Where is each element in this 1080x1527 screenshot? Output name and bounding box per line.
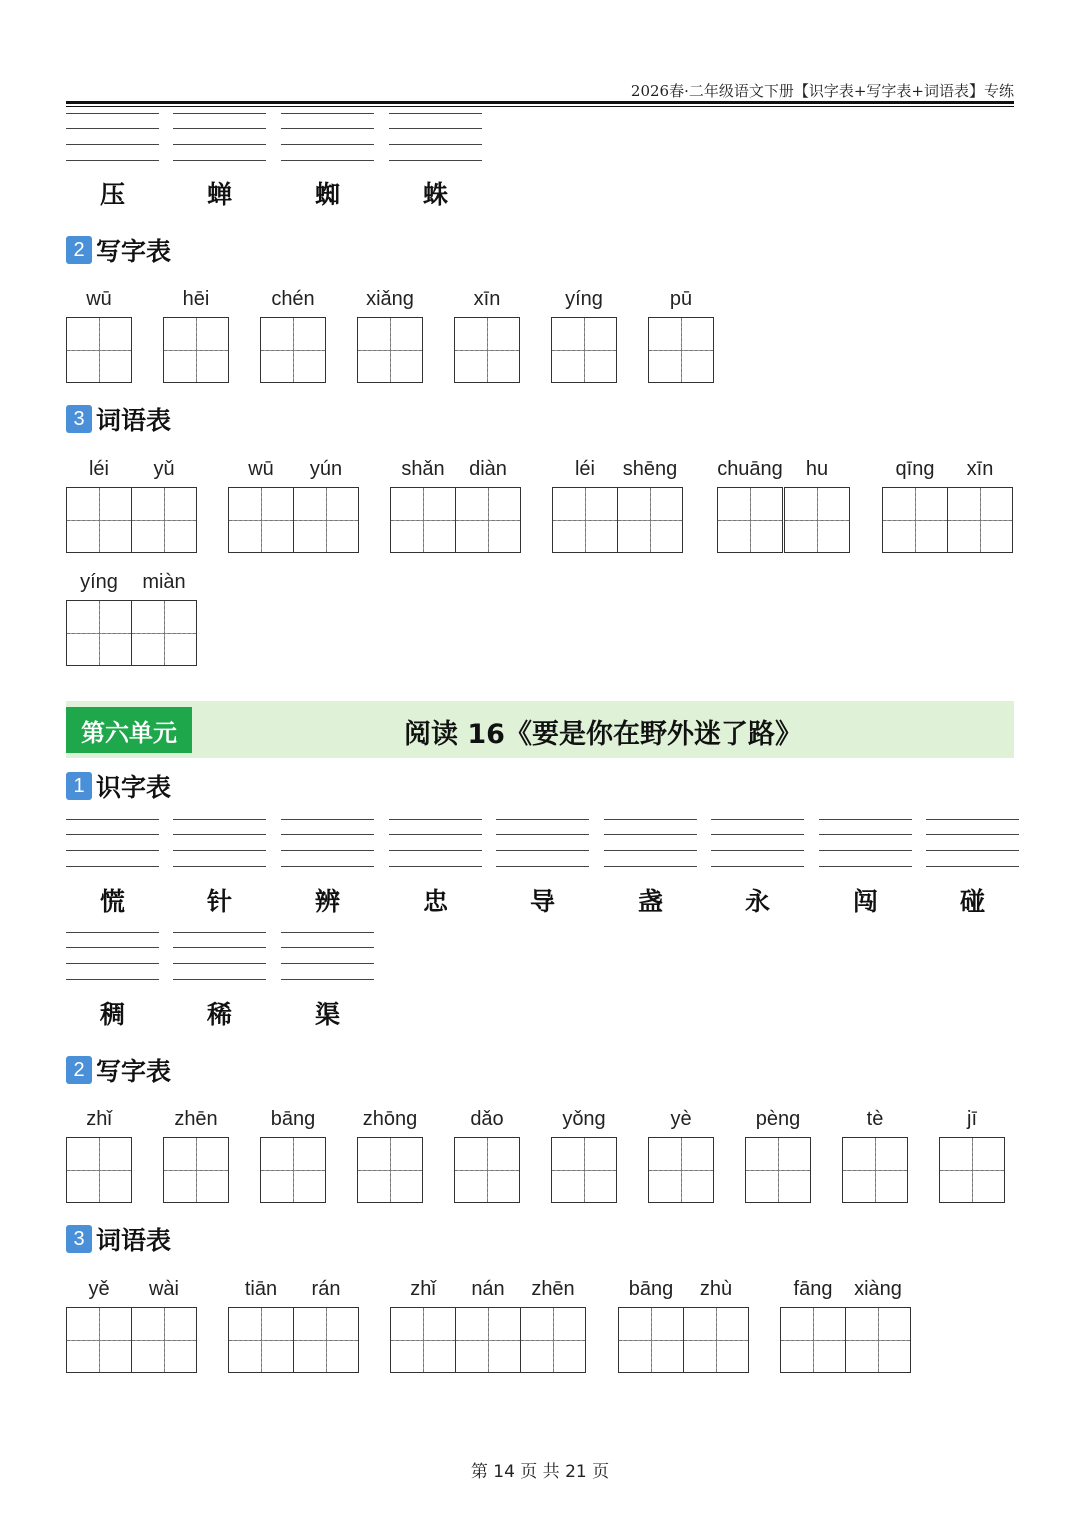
writing-grid-cell[interactable] xyxy=(228,487,294,553)
section-title-xiezi xyxy=(66,1055,171,1085)
writing-grid-cell[interactable] xyxy=(454,1137,520,1203)
section-number-badge: 2 xyxy=(66,1056,92,1084)
writing-grid-cell[interactable] xyxy=(66,1307,132,1373)
pinyin-label: hu xyxy=(805,458,829,480)
four-line-grid[interactable] xyxy=(281,819,374,867)
writing-grid-cell[interactable] xyxy=(683,1307,749,1373)
pinyin-label: zhēn xyxy=(531,1278,575,1300)
pinyin-label: nán xyxy=(471,1278,505,1300)
shizi-char: 盏 xyxy=(637,887,663,916)
four-line-grid[interactable] xyxy=(604,819,697,867)
section-number-badge: 1 xyxy=(66,772,92,800)
section-label: 识字表 xyxy=(96,773,172,802)
pinyin-label: zhǐ xyxy=(410,1278,436,1300)
writing-grid-cell[interactable] xyxy=(455,1307,521,1373)
writing-grid-cell[interactable] xyxy=(842,1137,908,1203)
four-line-grid[interactable] xyxy=(173,819,266,867)
lesson-title: 阅读 16《要是你在野外迷了路》 xyxy=(404,719,802,750)
pinyin-label: wū xyxy=(248,458,274,480)
shizi-char: 蛛 xyxy=(422,180,448,209)
pinyin-label: xīn xyxy=(966,458,994,480)
writing-grid-cell[interactable] xyxy=(66,487,132,553)
four-line-grid[interactable] xyxy=(389,113,482,161)
writing-grid-cell[interactable] xyxy=(520,1307,586,1373)
pinyin-label: chén xyxy=(271,288,315,310)
pinyin-label: hēi xyxy=(182,288,210,310)
section-title-ciyu xyxy=(66,404,171,434)
pinyin-label: qīng xyxy=(895,458,935,480)
pinyin-label: bāng xyxy=(270,1108,316,1130)
writing-grid-cell[interactable] xyxy=(845,1307,911,1373)
shizi-char: 闯 xyxy=(852,887,878,916)
section-number-badge: 3 xyxy=(66,1225,92,1253)
writing-grid-cell[interactable] xyxy=(228,1307,294,1373)
pinyin-label: yě xyxy=(88,1278,110,1300)
writing-grid-cell[interactable] xyxy=(357,1137,423,1203)
pinyin-label: diàn xyxy=(469,458,507,480)
pinyin-label: léi xyxy=(88,458,109,480)
pinyin-label: wài xyxy=(148,1278,179,1300)
pinyin-label: fāng xyxy=(793,1278,833,1300)
pinyin-label: yíng xyxy=(80,571,118,593)
shizi-char: 渠 xyxy=(314,1000,340,1029)
four-line-grid[interactable] xyxy=(173,932,266,980)
pinyin-label: bāng xyxy=(628,1278,674,1300)
pinyin-label: zhǐ xyxy=(86,1108,112,1130)
four-line-grid[interactable] xyxy=(66,113,159,161)
shizi-char: 针 xyxy=(206,887,232,916)
writing-grid-cell[interactable] xyxy=(617,487,683,553)
writing-grid-cell[interactable] xyxy=(455,487,521,553)
pinyin-label: miàn xyxy=(142,571,186,593)
shizi-char: 蜘 xyxy=(314,180,340,209)
writing-grid-cell[interactable] xyxy=(66,1137,132,1203)
writing-grid-cell[interactable] xyxy=(648,1137,714,1203)
pinyin-label: pū xyxy=(669,288,693,310)
section-label: 词语表 xyxy=(96,406,172,435)
writing-grid-cell[interactable] xyxy=(131,600,197,666)
four-line-grid[interactable] xyxy=(926,819,1019,867)
writing-grid-cell[interactable] xyxy=(390,1307,456,1373)
writing-grid-cell[interactable] xyxy=(260,317,326,383)
pinyin-label: xīn xyxy=(473,288,501,310)
section-number-badge: 2 xyxy=(66,236,92,264)
writing-grid-cell[interactable] xyxy=(293,1307,359,1373)
writing-grid-cell[interactable] xyxy=(648,317,714,383)
document-header: 2026春·二年级语文下册【识字表+写字表+词语表】专练 xyxy=(630,82,1014,100)
pinyin-label: pèng xyxy=(755,1108,801,1130)
pinyin-label: zhù xyxy=(699,1278,733,1300)
pinyin-label: xiàng xyxy=(854,1278,902,1300)
writing-grid-cell[interactable] xyxy=(66,600,132,666)
section-number-badge: 3 xyxy=(66,405,92,433)
writing-grid-cell[interactable] xyxy=(939,1137,1005,1203)
writing-grid-cell[interactable] xyxy=(131,1307,197,1373)
pinyin-label: yǔ xyxy=(153,458,175,480)
writing-grid-cell[interactable] xyxy=(552,487,618,553)
four-line-grid[interactable] xyxy=(66,932,159,980)
shizi-char: 稀 xyxy=(206,1000,232,1029)
writing-grid-cell[interactable] xyxy=(454,317,520,383)
four-line-grid[interactable] xyxy=(496,819,589,867)
pinyin-label: dǎo xyxy=(470,1108,504,1130)
four-line-grid[interactable] xyxy=(173,113,266,161)
pinyin-label: xiǎng xyxy=(366,288,414,310)
writing-grid-cell[interactable] xyxy=(551,317,617,383)
four-line-grid[interactable] xyxy=(389,819,482,867)
shizi-char: 忠 xyxy=(422,887,448,916)
pinyin-label: shēng xyxy=(622,458,678,480)
unit-tag: 第六单元 xyxy=(66,707,192,753)
writing-grid-cell[interactable] xyxy=(293,487,359,553)
pinyin-label: yǒng xyxy=(562,1108,606,1130)
writing-grid-cell[interactable] xyxy=(745,1137,811,1203)
pinyin-label: léi xyxy=(574,458,595,480)
shizi-char: 永 xyxy=(744,887,770,916)
header-rule-thin xyxy=(66,106,1014,107)
writing-grid-cell[interactable] xyxy=(357,317,423,383)
pinyin-label: jī xyxy=(967,1108,977,1130)
pinyin-label: rán xyxy=(311,1278,341,1300)
writing-grid-cell[interactable] xyxy=(717,487,783,553)
shizi-char: 稠 xyxy=(99,1000,125,1029)
writing-grid-cell[interactable] xyxy=(260,1137,326,1203)
pinyin-label: shǎn xyxy=(401,458,445,480)
writing-grid-cell[interactable] xyxy=(780,1307,846,1373)
writing-grid-cell[interactable] xyxy=(618,1307,684,1373)
section-label: 写字表 xyxy=(96,237,172,266)
four-line-grid[interactable] xyxy=(281,932,374,980)
writing-grid-cell[interactable] xyxy=(882,487,948,553)
four-line-grid[interactable] xyxy=(711,819,804,867)
page-number: 第 14 页 共 21 页 xyxy=(470,1462,610,1482)
writing-grid-cell[interactable] xyxy=(947,487,1013,553)
pinyin-label: tè xyxy=(866,1108,884,1130)
section-title-shizi xyxy=(66,771,171,801)
four-line-grid[interactable] xyxy=(66,819,159,867)
four-line-grid[interactable] xyxy=(819,819,912,867)
pinyin-label: yè xyxy=(670,1108,692,1130)
pinyin-label: wū xyxy=(86,288,112,310)
pinyin-label: chuāng xyxy=(717,458,783,480)
section-label: 写字表 xyxy=(96,1057,172,1086)
section-title-xiezi xyxy=(66,235,171,265)
writing-grid-cell[interactable] xyxy=(131,487,197,553)
pinyin-label: zhōng xyxy=(362,1108,418,1130)
writing-grid-cell[interactable] xyxy=(551,1137,617,1203)
shizi-char: 辨 xyxy=(314,887,340,916)
pinyin-label: tiān xyxy=(244,1278,278,1300)
four-line-grid[interactable] xyxy=(281,113,374,161)
writing-grid-cell[interactable] xyxy=(66,317,132,383)
section-title-ciyu xyxy=(66,1224,171,1254)
writing-grid-cell[interactable] xyxy=(390,487,456,553)
pinyin-label: yún xyxy=(309,458,343,480)
writing-grid-cell[interactable] xyxy=(163,1137,229,1203)
pinyin-label: yíng xyxy=(565,288,603,310)
header-rule-thick xyxy=(66,101,1014,104)
shizi-char: 压 xyxy=(99,180,125,209)
shizi-char: 碰 xyxy=(959,887,985,916)
writing-grid-cell[interactable] xyxy=(163,317,229,383)
writing-grid-cell[interactable] xyxy=(784,487,850,553)
shizi-char: 导 xyxy=(529,887,555,916)
shizi-char: 蝉 xyxy=(206,180,232,209)
pinyin-label: zhēn xyxy=(174,1108,218,1130)
shizi-char: 慌 xyxy=(99,887,125,916)
section-label: 词语表 xyxy=(96,1226,172,1255)
